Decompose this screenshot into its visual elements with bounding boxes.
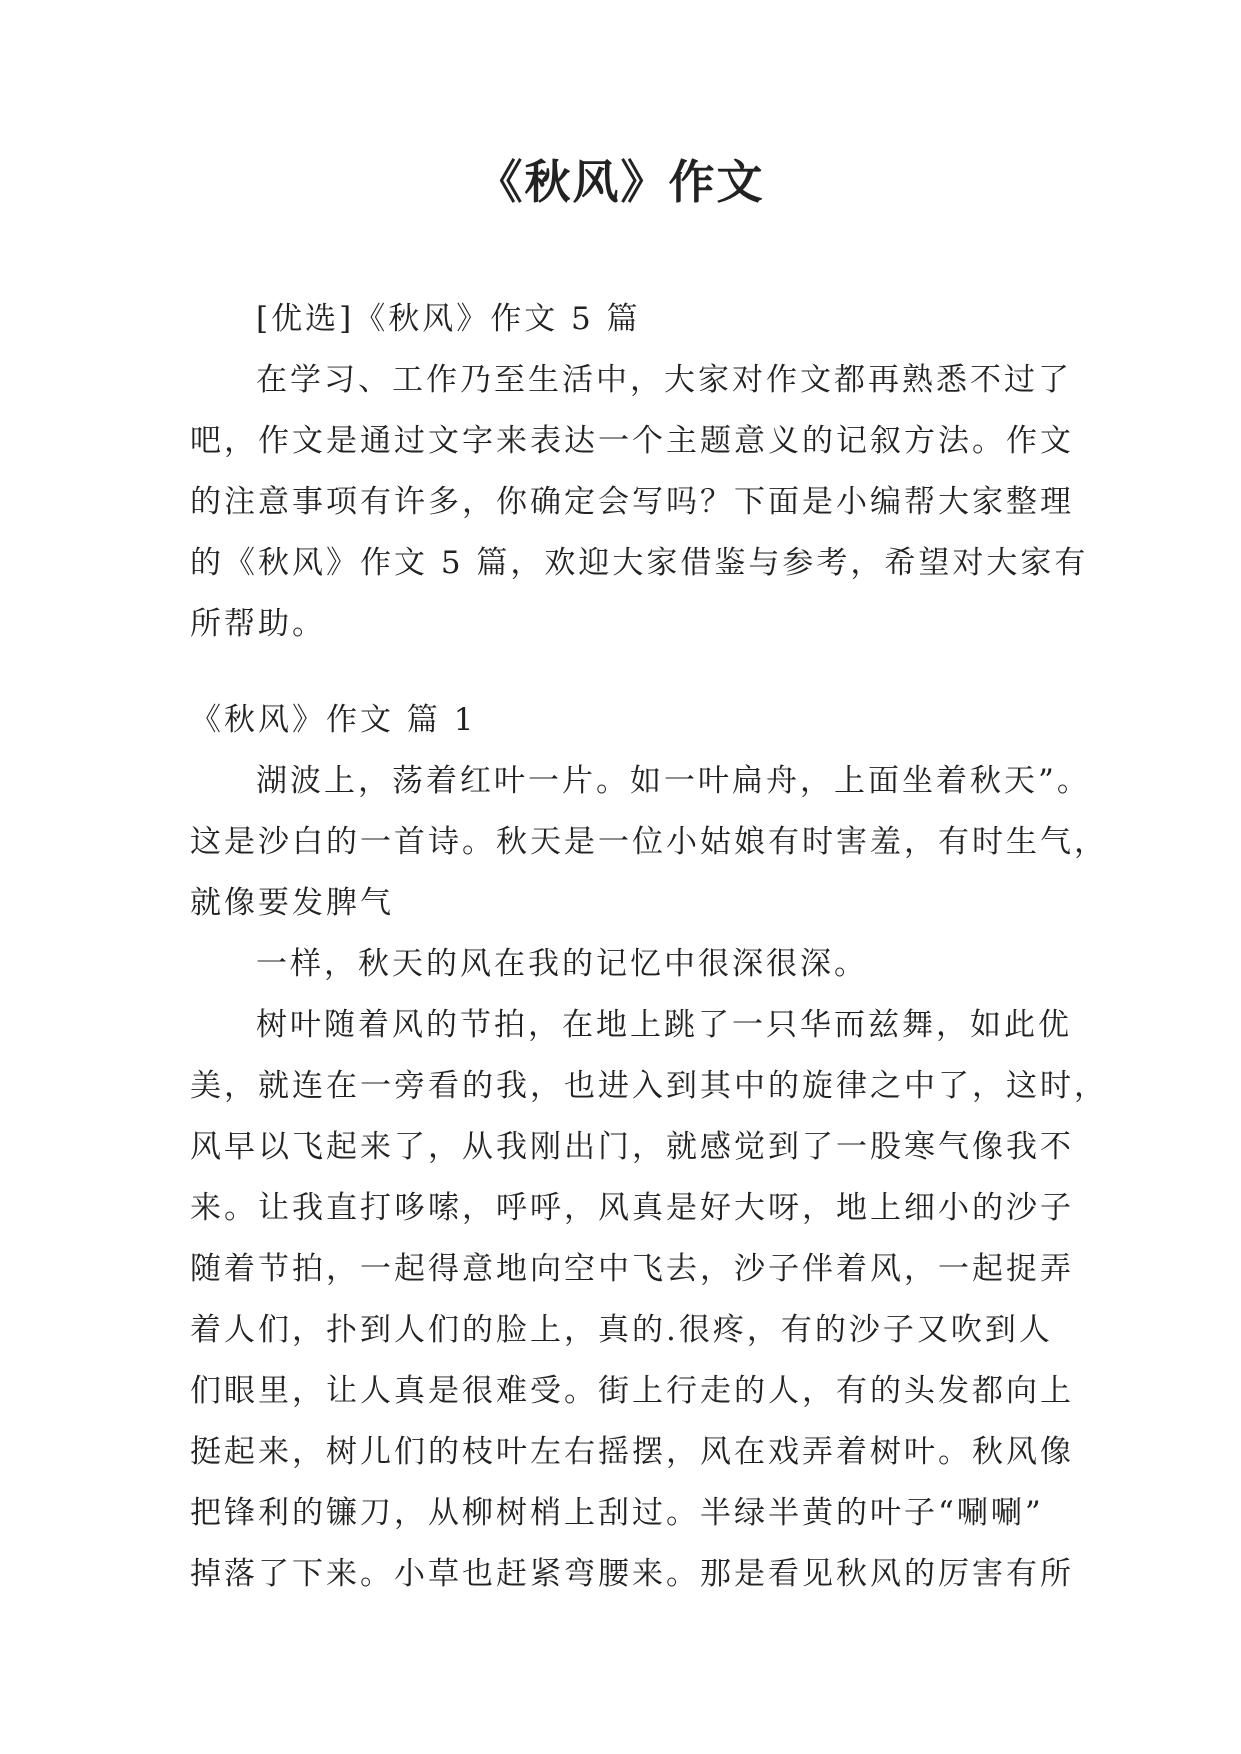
paragraph-line: 着人们，扑到人们的脸上，真的.很疼，有的沙子又吹到人 — [190, 1312, 1053, 1348]
paragraph-line: 掉落了下来。小草也赶紧弯腰来。那是看见秋风的厉害有所 — [190, 1556, 1074, 1592]
section-1 — [190, 690, 1108, 1605]
paragraph-line: 风早以飞起来了，从我刚出门，就感觉到了一股寒气像我不 — [190, 1129, 1074, 1165]
paragraph-line: 湖波上，荡着红叶一片。如一叶扁舟，上面坐着秋天”。 — [256, 763, 1091, 799]
paragraph-line: 树叶随着风的节拍，在地上跳了一只华而兹舞，如此优 — [256, 1007, 1072, 1043]
paragraph-line: 随着节拍，一起得意地向空中飞去，沙子伴着风，一起捉弄 — [190, 1251, 1074, 1287]
paragraph-line: 这是沙白的一首诗。秋天是一位小姑娘有时害羞，有时生气， — [190, 824, 1108, 860]
subtitle-line: [优选]《秋风》作文 5 篇 — [256, 301, 641, 337]
intro-paragraph — [190, 350, 1089, 655]
paragraph-line: 来。让我直打哆嗦，呼呼，风真是好大呀，地上细小的沙子 — [190, 1190, 1074, 1226]
intro-line: 吧，作文是通过文字来表达一个主题意义的记叙方法。作文 — [190, 423, 1074, 459]
intro-line: 的《秋风》作文 5 篇，欢迎大家借鉴与参考，希望对大家有 — [190, 545, 1089, 581]
intro-line: 的注意事项有许多，你确定会写吗？下面是小编帮大家整理 — [190, 484, 1074, 520]
paragraph-line: 把锋利的镰刀，从柳树梢上刮过。半绿半黄的叶子“唰唰” — [190, 1495, 1044, 1531]
subtitle-block — [190, 289, 1060, 350]
paragraph-line: 挺起来，树儿们的枝叶左右摇摆，风在戏弄着树叶。秋风像 — [190, 1434, 1074, 1470]
paragraph-line: 美，就连在一旁看的我，也进入到其中的旋律之中了，这时， — [190, 1068, 1108, 1104]
document-title: 《秋风》作文 — [476, 155, 765, 209]
section-heading: 《秋风》作文 篇 1 — [190, 702, 477, 738]
paragraph-line: 们眼里，让人真是很难受。街上行走的人，有的头发都向上 — [190, 1373, 1074, 1409]
paragraph-line: 就像要发脾气 — [190, 885, 394, 921]
intro-line: 在学习、工作乃至生活中，大家对作文都再熟悉不过了 — [256, 362, 1072, 398]
intro-line: 所帮助。 — [190, 606, 326, 642]
paragraph-line: 一样，秋天的风在我的记忆中很深很深。 — [256, 946, 868, 982]
